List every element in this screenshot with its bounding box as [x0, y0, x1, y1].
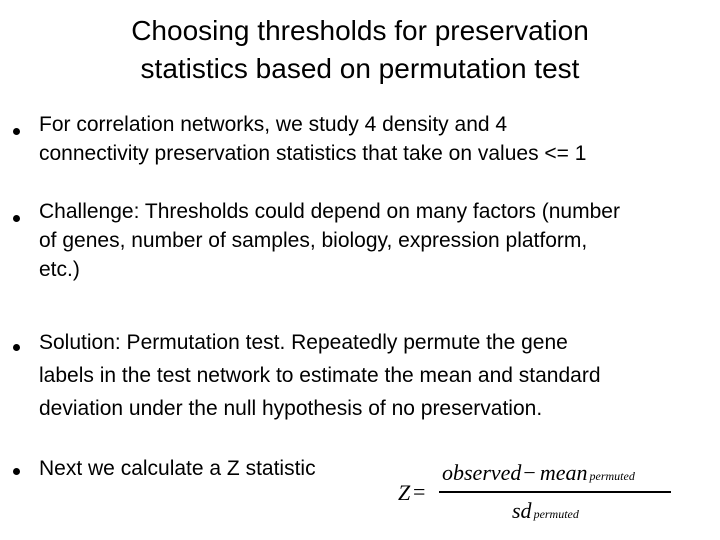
bullet-dot: [13, 128, 20, 135]
bullet-dot: [13, 344, 20, 351]
bullet-line: of genes, number of samples, biology, expression platform,: [39, 229, 588, 252]
bullet-dot: [13, 215, 20, 222]
bullet-text: [39, 110, 709, 168]
formula-numerator: [442, 460, 635, 486]
formula-minus: −: [523, 460, 536, 485]
bullet-dot: [13, 468, 20, 475]
formula-mean: mean: [539, 460, 588, 485]
bullet-line: connectivity preservation statistics that take on values <= 1: [39, 142, 587, 165]
bullet-text: [39, 197, 709, 284]
formula-sd: sd: [512, 498, 532, 523]
formula-denominator: [512, 498, 579, 524]
formula-denominator-subscript: permuted: [533, 507, 579, 521]
bullet-line: labels in the test network to estimate the mean and standard: [39, 364, 601, 387]
bullet-line: etc.): [39, 258, 80, 281]
formula-z: Z: [398, 480, 411, 505]
z-statistic-formula: [396, 454, 686, 534]
title-line-1: Choosing thresholds for preservation: [131, 15, 589, 46]
formula-observed: observed: [442, 460, 522, 485]
bullet-line: deviation under the null hypothesis of no preservation.: [39, 397, 543, 420]
bullet-text: [39, 326, 709, 425]
bullet-line: Challenge: Thresholds could depend on many factors (number: [39, 200, 620, 223]
bullet-line: Next we calculate a Z statistic: [39, 457, 316, 480]
formula-fraction-bar: [439, 491, 671, 493]
formula-equals: =: [413, 479, 426, 504]
formula-numerator-subscript: permuted: [589, 469, 635, 483]
bullet-line: Solution: Permutation test. Repeatedly permute the gene: [39, 331, 568, 354]
bullet-line: For correlation networks, we study 4 density and 4: [39, 113, 508, 136]
title-line-2: statistics based on permutation test: [140, 53, 580, 84]
